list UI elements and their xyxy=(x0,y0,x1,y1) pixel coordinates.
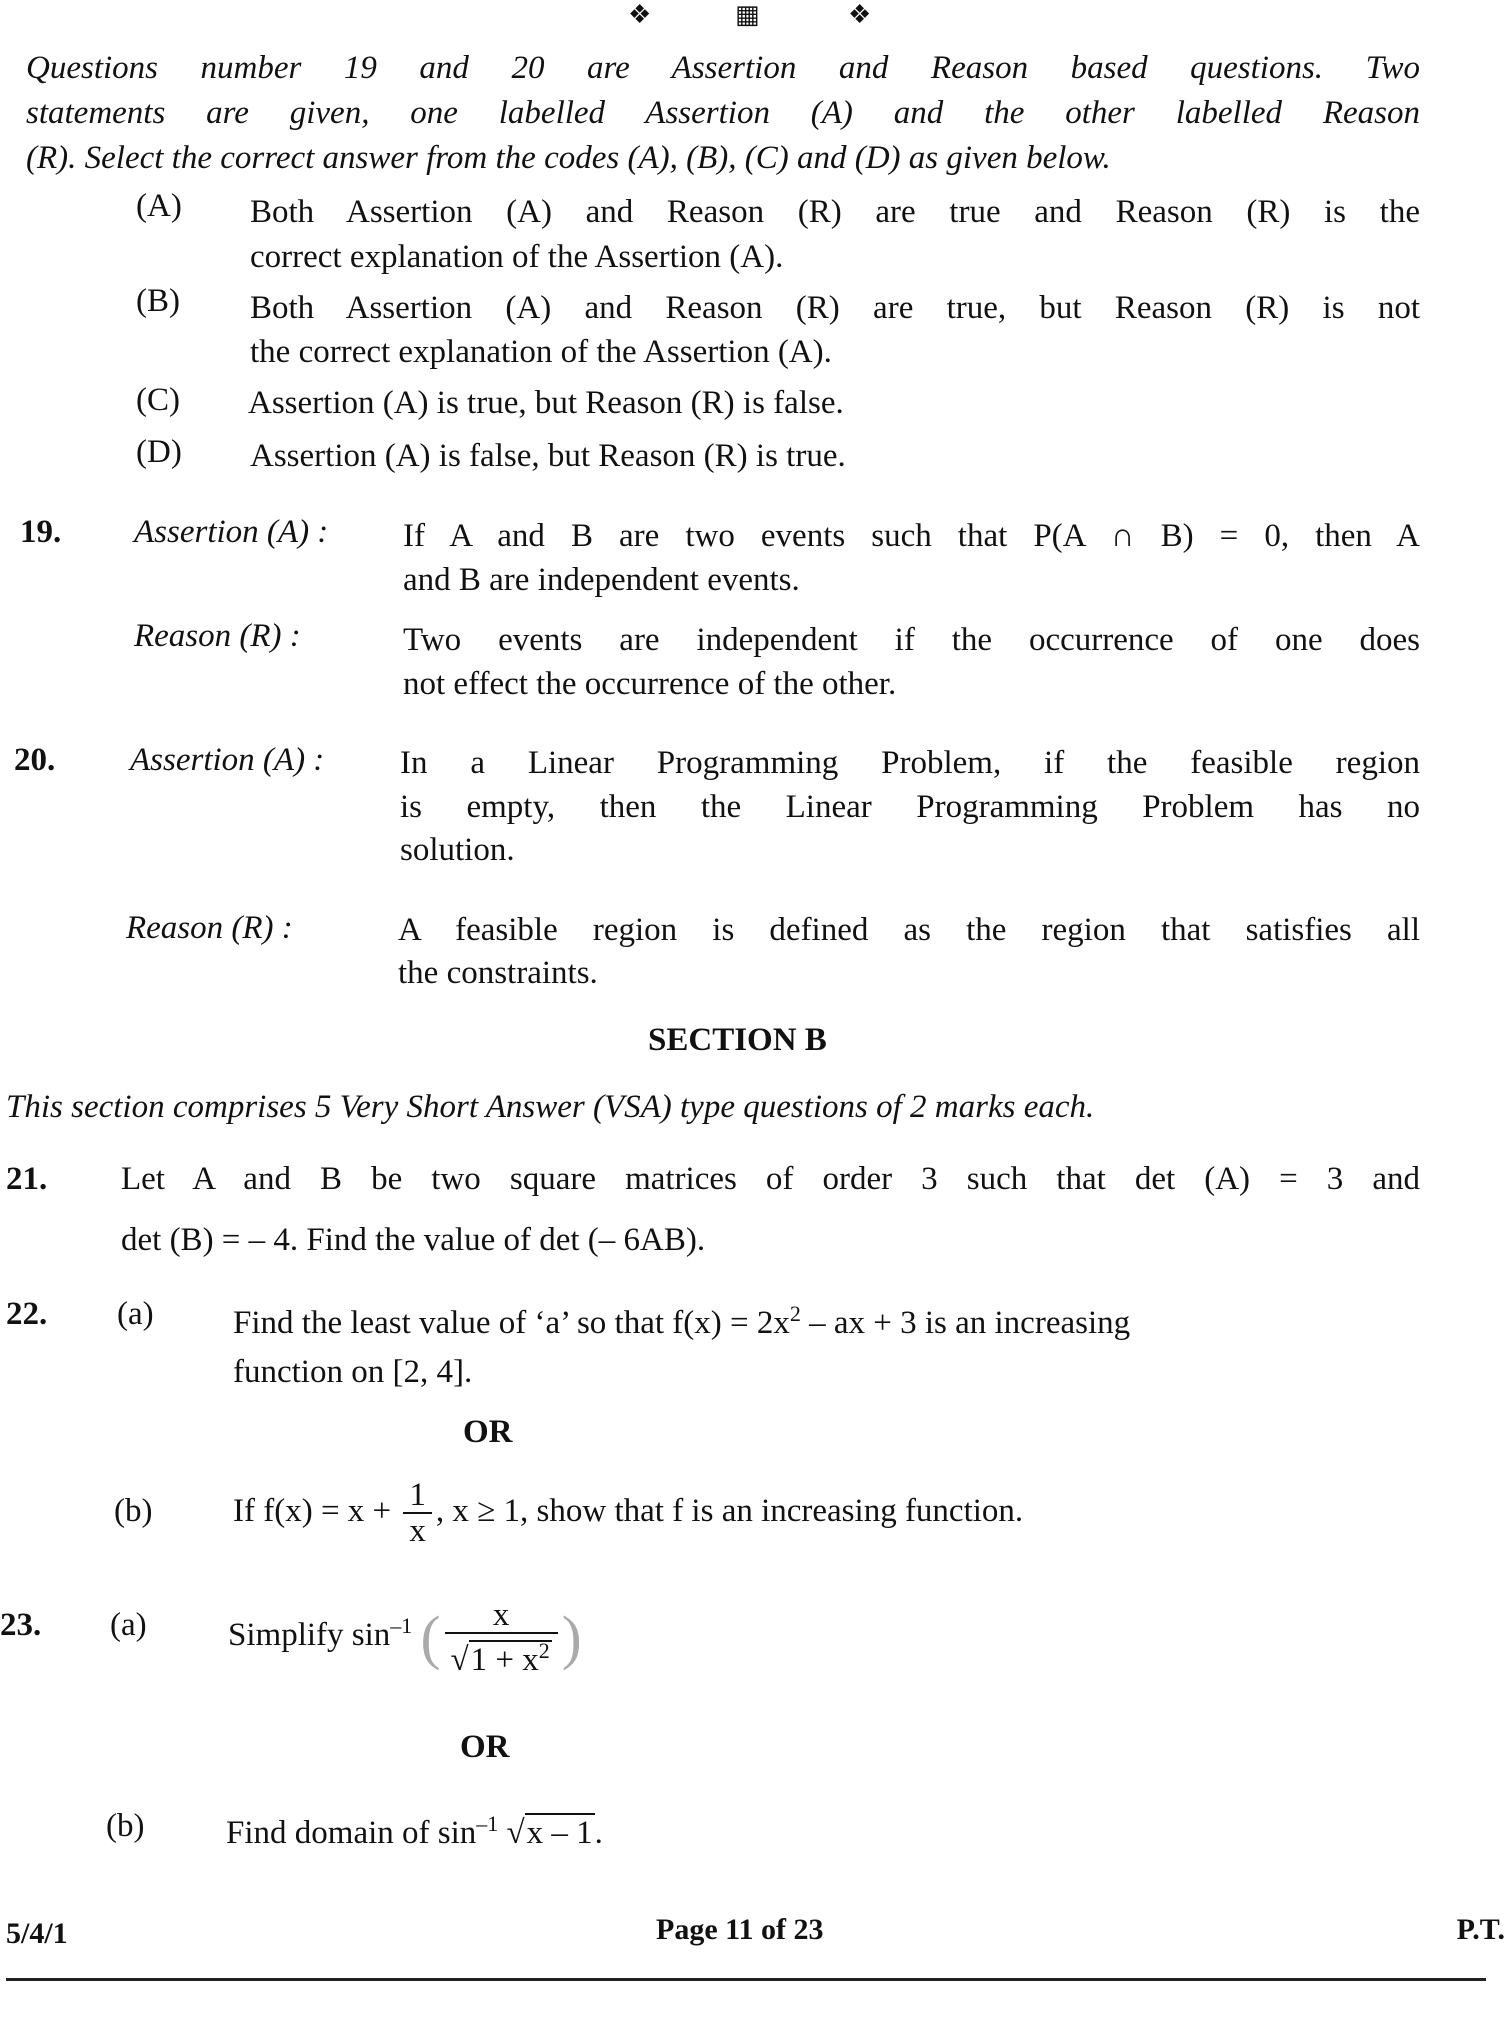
paren-right: ) xyxy=(561,1604,582,1671)
ornament-right-icon: ❖ xyxy=(848,0,872,29)
question-text: Find domain of $\sin^{-1} √x - 1$. xyxy=(226,1811,603,1851)
question-text-part: If f(x) = x + xyxy=(233,1493,400,1529)
code-text: the correct explanation of the Assertion (A). xyxy=(250,334,832,370)
reason-label: Reason (R) : xyxy=(134,618,301,654)
instructions-line: (R). Select the correct answer from the codes (A), (B), (C) and (D) as given below. xyxy=(26,140,1111,176)
part-label: (a) xyxy=(117,1296,154,1332)
question-text: Let A and B be two square matrices of order 3 such that det (A) = 3 and xyxy=(121,1161,1420,1197)
question-text xyxy=(228,1576,582,1687)
question-text-part: – ax + 3 is an increasing xyxy=(800,1305,1131,1341)
code-label: (D) xyxy=(136,434,182,470)
page-number: Page 11 of 23 xyxy=(656,1913,824,1946)
reason-text: not effect the occurrence of the other. xyxy=(403,666,897,702)
question-number: 22. xyxy=(6,1296,48,1332)
exponent: 2 xyxy=(789,1301,801,1326)
footer-rule xyxy=(6,1978,1486,1981)
question-text: function on [2, 4]. xyxy=(233,1354,473,1390)
exponent: 2 xyxy=(538,1637,550,1663)
radicand: 1 + x xyxy=(470,1641,539,1678)
code-text: Both Assertion (A) and Reason (R) are true, but Reason (R) is not xyxy=(250,290,1420,326)
exponent: –1 xyxy=(476,1811,499,1836)
period: . xyxy=(594,1815,603,1851)
please-turn-over: P.T. xyxy=(1456,1913,1505,1946)
section-description: This section comprises 5 Very Short Answer (VSA) type questions of 2 marks each. xyxy=(6,1089,1095,1125)
radicand: x – 1 xyxy=(526,1815,593,1851)
question-text xyxy=(233,1294,1130,1343)
question-number: 19. xyxy=(20,514,62,550)
section-title: SECTION B xyxy=(648,1022,827,1058)
code-text: Assertion (A) is false, but Reason (R) is true. xyxy=(250,438,846,474)
part-label: (b) xyxy=(114,1493,153,1529)
part-label: (a) xyxy=(110,1607,147,1643)
assertion-text: is empty, then the Linear Programming Problem has no xyxy=(400,789,1420,825)
ornament-left-icon: ❖ xyxy=(628,0,652,29)
question-text-part: , x ≥ 1, show that f is an increasing function. xyxy=(435,1493,1024,1529)
paper-code: 5/4/1 xyxy=(6,1917,68,1950)
denominator: $√1 + x^2$ xyxy=(450,1637,550,1678)
question-text xyxy=(233,1466,1023,1556)
code-label: (C) xyxy=(136,382,180,418)
part-label: (b) xyxy=(106,1808,145,1844)
code-text: Both Assertion (A) and Reason (R) are true and Reason (R) is the xyxy=(250,194,1420,230)
question-number: 23. xyxy=(0,1607,42,1643)
question-text: det (B) = – 4. Find the value of det (– 6AB). xyxy=(121,1222,706,1258)
assertion-label: Assertion (A) : xyxy=(134,514,329,550)
question-number: 21. xyxy=(6,1161,48,1197)
question-text-part: Find domain of sin xyxy=(226,1815,477,1851)
denominator: x xyxy=(409,1513,426,1550)
exponent: –1 xyxy=(390,1613,413,1638)
assertion-text: If A and B are two events such that P(A ∩ B) = 0, then A xyxy=(403,518,1420,554)
code-label: (A) xyxy=(136,188,182,224)
reason-text: Two events are independent if the occurrence of one does xyxy=(403,622,1420,658)
reason-label: Reason (R) : xyxy=(126,910,293,946)
assertion-label: Assertion (A) : xyxy=(130,742,325,778)
code-text: Assertion (A) is true, but Reason (R) is false. xyxy=(248,385,844,421)
question-text-part: Simplify sin xyxy=(228,1617,391,1653)
numerator: x xyxy=(445,1598,558,1634)
fraction xyxy=(445,1598,558,1677)
numerator: 1 xyxy=(403,1478,432,1514)
reason-text: A feasible region is defined as the region that satisfies all xyxy=(398,912,1420,948)
or-separator: OR xyxy=(463,1414,513,1450)
assertion-text: solution. xyxy=(400,832,515,868)
qr-code-icon: ▦ xyxy=(735,0,760,29)
question-text-part: Find the least value of ‘a’ so that f(x) = 2x xyxy=(233,1305,790,1341)
reason-text: the constraints. xyxy=(398,955,598,991)
or-separator: OR xyxy=(460,1729,510,1765)
fraction xyxy=(403,1478,432,1548)
assertion-text: and B are independent events. xyxy=(403,562,800,598)
paren-left: ( xyxy=(420,1604,441,1671)
code-label: (B) xyxy=(136,283,180,319)
question-number: 20. xyxy=(14,742,56,778)
code-text: correct explanation of the Assertion (A). xyxy=(250,239,784,275)
instructions-line: Questions number 19 and 20 are Assertion and Reason based questions. Two xyxy=(26,50,1420,86)
assertion-text: In a Linear Programming Problem, if the feasible region xyxy=(400,745,1420,781)
instructions-line: statements are given, one labelled Assertion (A) and the other labelled Reason xyxy=(26,95,1420,131)
